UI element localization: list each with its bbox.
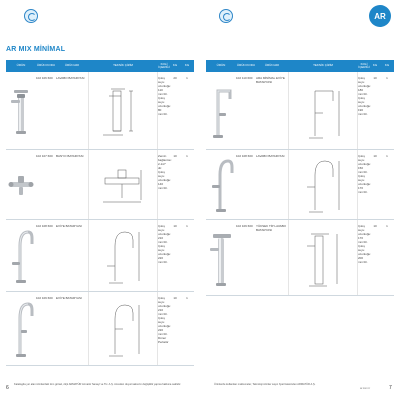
- basin-faucet-icon: [6, 72, 36, 149]
- col-kg2: KG: [184, 63, 190, 68]
- product-description: Çıkış suyu uzunluğu: 170 mm'dir. Çıkış suyu uzunluğu: 200 mm'dir.: [358, 224, 372, 264]
- product-name: LAVABO BATARYASI: [56, 76, 85, 80]
- weight: 1: [186, 154, 188, 158]
- website-label: ar.com.tr: [360, 387, 371, 390]
- product-table-left: [6, 60, 194, 366]
- col-name: ÜRÜN ADI: [64, 63, 80, 68]
- table-row: [6, 220, 194, 292]
- product-table-right: [206, 60, 394, 296]
- footer-note-left: Katalogda yer alan ürünlerdeki tüm görsel, ölçü ARMATÜR Armatür Sanayi ve Tic. A.Ş. önceden duyurmaksızın değişiklik yapma hakkına saklıdır.: [14, 382, 182, 386]
- col-pack: KOLİ İÇERİĞİ: [158, 61, 170, 69]
- square-faucet-icon: [206, 72, 236, 149]
- page-number-right: 7: [389, 385, 392, 391]
- weight: 1: [386, 76, 388, 80]
- col-kg: KG: [172, 63, 178, 68]
- section-title: AR MIX MİNİMAL: [6, 46, 66, 53]
- technical-drawing-icon: [88, 72, 158, 149]
- product-name: YÜKSEK TİP LAVABO BATARYASI: [256, 224, 286, 232]
- product-code: 102 110 600: [236, 76, 253, 80]
- pack-count: 10: [373, 76, 377, 80]
- product-description: Zemin bağlantısı: 2-1/2" dir. Çıkış suyu uzunluğu: 140 mm'dir.: [158, 154, 172, 190]
- footer-note-right: Ürünlerde kullanılan malzemeler, Teknoloji ürünler sayın fiyat listesinden ARMATÜR A.Ş.: [214, 382, 316, 386]
- col-drawing: TEKNİK ÇİZİM: [313, 63, 333, 68]
- col-kg: KG: [372, 63, 378, 68]
- high-basin-faucet-icon: [206, 220, 236, 295]
- company-logo-icon: [219, 9, 233, 23]
- table-row: [6, 150, 194, 220]
- pack-count: 10: [173, 296, 177, 300]
- pack-count: 10: [173, 154, 177, 158]
- table-row: [206, 150, 394, 220]
- table-row: [6, 292, 194, 366]
- technical-drawing-icon: [288, 72, 358, 149]
- product-name: LAVABO BATARYASI: [256, 154, 285, 158]
- technical-drawing-icon: [88, 220, 158, 291]
- product-description: Çıkış suyu uzunluğu: 210 mm'dir. Çıkış suyu uzunluğu: 220 mm'dir.: [158, 224, 172, 264]
- weight: 1: [186, 76, 188, 80]
- col-code: ÜRÜN KODU: [36, 63, 56, 68]
- pack-count: 10: [173, 224, 177, 228]
- product-code: 102 108 600: [36, 224, 53, 228]
- product-code: 102 107 600: [36, 154, 53, 158]
- weight: 1: [186, 224, 188, 228]
- product-name: EVİYE BATARYASI: [56, 224, 82, 228]
- sink-faucet-icon: [6, 220, 36, 291]
- pack-count: 10: [373, 154, 377, 158]
- company-logo-icon: [24, 9, 38, 23]
- pack-count: 20: [173, 76, 177, 80]
- technical-drawing-icon: [88, 150, 158, 219]
- product-description: Çıkış suyu uzunluğu: 110 mm'dir. Çıkış suyu uzunluğu: 80 mm'dir.: [158, 76, 172, 116]
- product-code: 102 109 600: [36, 296, 53, 300]
- product-description: Çıkış suyu uzunluğu: 180 mm'dir. Çıkış suyu uzunluğu: 190 mm'dir.: [358, 76, 372, 116]
- col-product: ÜRÜN: [216, 63, 226, 68]
- brand-badge: AR: [369, 5, 391, 27]
- table-row: [6, 72, 194, 150]
- product-name: EVİYE BATARYASI: [56, 296, 82, 300]
- product-name: ARA MİNİMAL EVİYE BATARYASI: [256, 76, 285, 84]
- product-code: 102 109 600: [236, 224, 253, 228]
- col-code: ÜRÜN KODU: [236, 63, 256, 68]
- table-header: [6, 60, 194, 72]
- product-name: BANYO BATARYASI: [56, 154, 84, 158]
- product-description: Çıkış suyu uzunluğu: 150 mm'dir. Çıkış suyu uzunluğu: 170 mm'dir.: [358, 154, 372, 194]
- technical-drawing-icon: [88, 292, 158, 365]
- pack-count: 10: [373, 224, 377, 228]
- product-description: Çıkış suyu uzunluğu: 210 mm'dir. Çıkış suyu uzunluğu: 220 mm'dir. Döner Perlatör: [158, 296, 172, 344]
- page-number-left: 6: [6, 385, 9, 391]
- col-kg2: KG: [384, 63, 390, 68]
- col-name: ÜRÜN ADI: [264, 63, 280, 68]
- weight: 1: [386, 224, 388, 228]
- technical-drawing-icon: [288, 220, 358, 295]
- weight: 1: [386, 154, 388, 158]
- col-drawing: TEKNİK ÇİZİM: [113, 63, 133, 68]
- col-pack: KOLİ İÇERİĞİ: [358, 61, 370, 69]
- col-product: ÜRÜN: [16, 63, 26, 68]
- table-row: [206, 72, 394, 150]
- product-code: 102 106 600: [36, 76, 53, 80]
- sink-faucet-icon: [6, 292, 36, 365]
- product-code: 102 108 600: [236, 154, 253, 158]
- table-header: [206, 60, 394, 72]
- weight: 1: [186, 296, 188, 300]
- technical-drawing-icon: [288, 150, 358, 219]
- table-row: [206, 220, 394, 296]
- tall-faucet-icon: [206, 150, 236, 219]
- bath-faucet-icon: [6, 150, 36, 219]
